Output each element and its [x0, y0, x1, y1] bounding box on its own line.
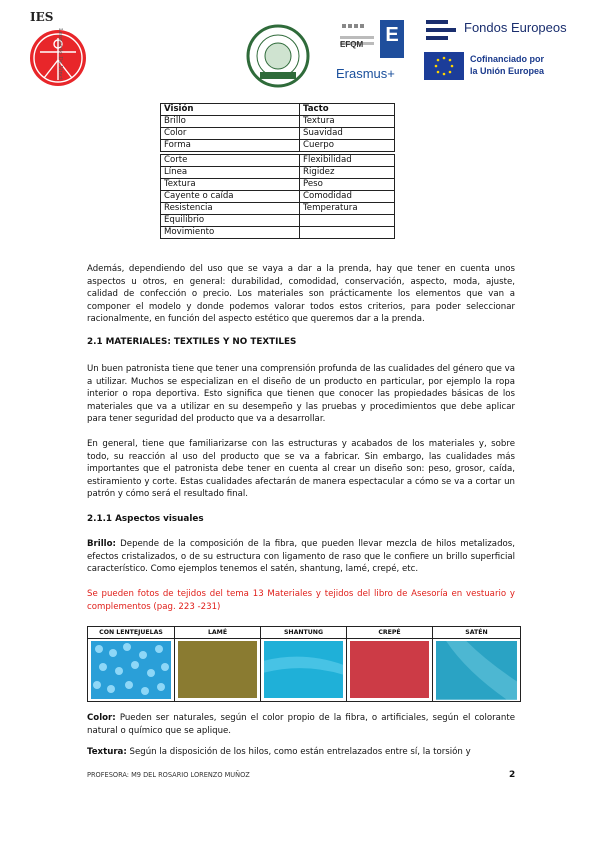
table-cell: Comodidad	[300, 191, 395, 203]
table-cell: Color	[161, 128, 300, 140]
sequin-swatch-image	[91, 641, 171, 699]
fabric-label: SHANTUNG	[261, 627, 346, 639]
table-cell: Temperatura	[300, 203, 395, 215]
table-row	[161, 167, 395, 179]
table-cell: Peso	[300, 179, 395, 191]
table-header-tacto: Tacto	[300, 104, 395, 116]
eu-flag-icon	[424, 52, 464, 80]
lame-swatch-image	[178, 641, 257, 698]
brillo-text: Depende de la composición de la fibra, que pueden llevar mezcla de hilos metalizados, efectos cristalizados, o de su estructura con ligamento de raso que le confiere un brillo superficial característico. Como ejemplos tenemos el satén, shantung, lamé, crepé, etc.	[87, 539, 515, 575]
calidad-letter: E	[385, 24, 399, 46]
vision-tacto-table	[160, 103, 395, 239]
fabric-label: CON LENTEJUELAS	[88, 627, 174, 639]
table-row	[161, 128, 395, 140]
table-row	[161, 179, 395, 191]
efqm-label: EFQM	[340, 40, 364, 49]
textura-text: Según la disposición de los hilos, como están entrelazados entre sí, la torsión y	[126, 747, 471, 757]
fondos-europeos-icon	[424, 18, 458, 42]
erasmus-label: Erasmus+	[336, 66, 395, 81]
fabric-column	[347, 627, 433, 701]
section-heading-materiales: 2.1 MATERIALES: TEXTILES Y NO TEXTILES	[87, 337, 297, 347]
fabric-column	[261, 627, 347, 701]
table-row	[161, 155, 395, 167]
cofinanciado-line1: Cofinanciado por	[470, 54, 544, 64]
calidad-badge	[380, 20, 404, 58]
shantung-swatch-image	[264, 641, 343, 698]
table-row	[161, 116, 395, 128]
footer-teacher: PROFESORA: M9 DEL ROSARIO LORENZO MUÑOZ	[87, 771, 250, 779]
table-cell	[300, 227, 395, 239]
fondos-europeos-label: Fondos Europeos	[464, 20, 567, 35]
brillo-label: Brillo:	[87, 539, 116, 549]
paragraph-intro: Además, dependiendo del uso que se vaya a dar a la prenda, hay que tener en cuenta unos aspectos u otros, en general: durabilidad, comodidad, conservación, aspecto, moda, ajuste, calidad de confección o precio. Los materiales son prácticamente los elementos que van a componer el modelo y donde podemos valorar todos estos criterios, para poder seleccionar racionalmente, en función del aspecto estético que queremos dar a la prenda.	[87, 264, 515, 325]
paragraph-estructuras: En general, tiene que familiarizarse con las estructuras y acabados de los materiales y, sobre todo, su reacción al uso del producto que se va a fabricar. Sin embargo, las cualidades más importantes que el patronista debe tener en cuenta al crear un diseño son: peso, grosor, caída, estiramiento y corte. Estas cualidades afectarán de manera espectacular a cómo se va a cortar un patrón y cómo será el resultado final.	[87, 439, 515, 500]
paragraph-patronista: Un buen patronista tiene que tener una comprensión profunda de las cualidades del género que va a utilizar. Muchos se especializan en el diseño de un producto en particular, por ejemplo la ropa interior o ropa deportiva. Esto significa que tienen que conocer las propiedades básicas de los materiales que va a utilizar en su desempeño y las pruebas y procedimientos que debe aplicar para tener seguridad del producto que va a desarrollar.	[87, 364, 515, 425]
table-cell: Suavidad	[300, 128, 395, 140]
paragraph-color	[87, 712, 515, 737]
section-heading-aspectos: 2.1.1 Aspectos visuales	[87, 514, 204, 524]
fabric-label: CREPÉ	[347, 627, 432, 639]
table-row	[161, 227, 395, 239]
table-cell: Movimiento	[161, 227, 300, 239]
cofinanciado-line2: la Unión Europea	[470, 66, 545, 76]
fabric-column	[175, 627, 261, 701]
iso-seal-logo	[246, 24, 310, 88]
red-note: Se pueden fotos de tejidos del tema 13 Materiales y tejidos del libro de Asesoría en vestuario y complementos (pag. 223 -231)	[87, 589, 515, 612]
table-cell: Equilibrio	[161, 215, 300, 227]
paragraph-textura	[87, 746, 515, 759]
table-cell: Cuerpo	[300, 140, 395, 152]
fabric-swatch-table	[87, 626, 521, 702]
table-cell: Forma	[161, 140, 300, 152]
table-row	[161, 191, 395, 203]
table-cell: Rigidez	[300, 167, 395, 179]
color-label: Color:	[87, 713, 116, 723]
table-header-vision: Visión	[161, 104, 300, 116]
table-cell: Línea	[161, 167, 300, 179]
color-text: Pueden ser naturales, según el color propio de la fibra, o artificiales, según el colorante natural o químico que se aplique.	[87, 713, 515, 736]
fabric-label: SATÉN	[433, 627, 520, 639]
table-cell: Flexibilidad	[300, 155, 395, 167]
table-cell: Resistencia	[161, 203, 300, 215]
table-row	[161, 140, 395, 152]
table-header-row	[161, 104, 395, 116]
table-cell: Textura	[161, 179, 300, 191]
page-number: 2	[509, 770, 516, 780]
fabric-column	[433, 627, 520, 701]
table-cell: Corte	[161, 155, 300, 167]
table-cell: Textura	[300, 116, 395, 128]
paragraph-brillo	[87, 538, 515, 576]
table-row	[161, 203, 395, 215]
ies-label: IES	[30, 10, 54, 24]
fabric-label: LAMÉ	[175, 627, 260, 639]
ies-side-text: Leonardo Da Vinci	[57, 28, 63, 80]
table-row	[161, 215, 395, 227]
table-cell	[300, 215, 395, 227]
table-cell: Brillo	[161, 116, 300, 128]
textura-label: Textura:	[87, 747, 127, 757]
crepe-swatch-image	[350, 641, 429, 698]
fabric-column	[88, 627, 175, 701]
table-cell: Cayente o caída	[161, 191, 300, 203]
saten-swatch-image	[436, 641, 517, 700]
